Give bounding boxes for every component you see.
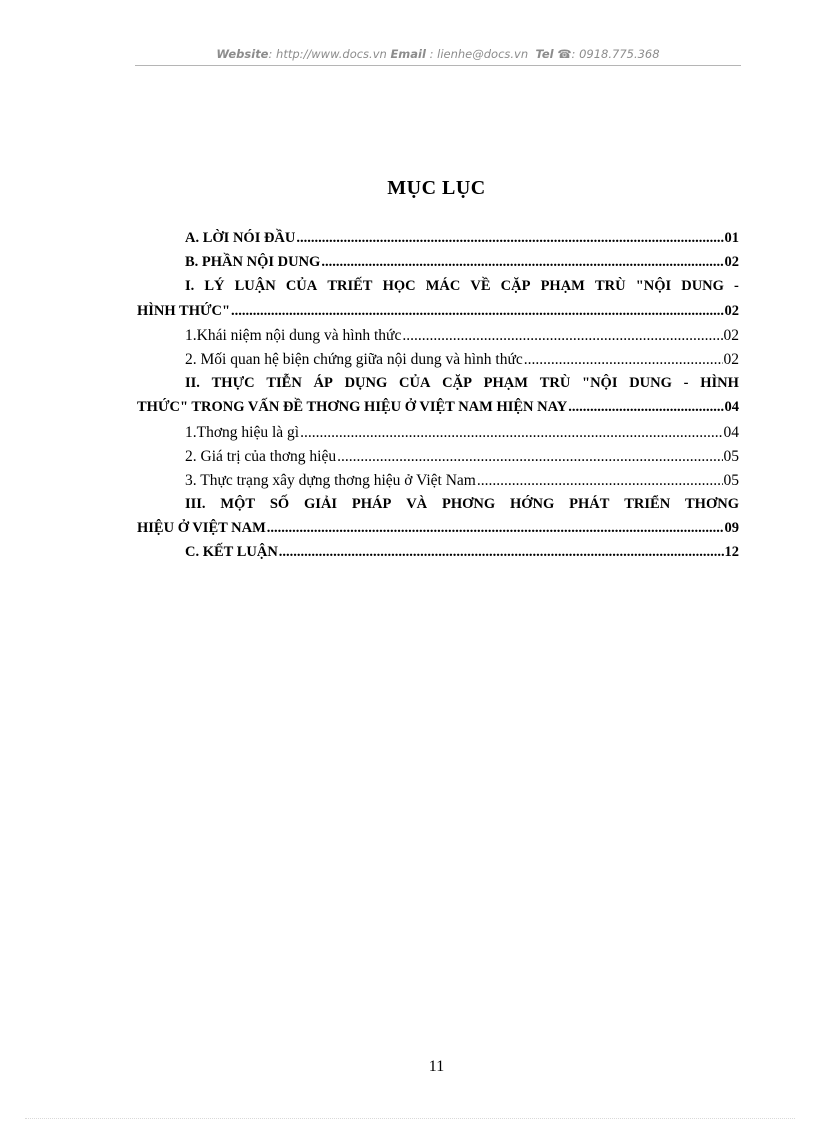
toc-word: TRIẾT [327,278,373,295]
toc-word: SỐ [269,496,290,513]
website-value: : http://www.docs.vn [268,47,387,61]
toc-word: PHÁP [351,496,392,513]
toc-word: ÁP [313,375,333,392]
toc-word: DUNG [629,375,672,392]
toc-word: - [734,278,739,295]
toc-word: "NỘI [582,375,618,392]
email-value: : lienhe@docs.vn [425,47,529,61]
toc-word: "NỘI [635,278,672,295]
tel-value: : 0918.775.368 [571,47,660,61]
toc-entry-ii-line2: THỨC" TRONG VẤN ĐỀ THƠNG HIỆU Ở VIỆT NAM HIỆN NAY ..... 04 [137,399,739,423]
toc-word: LUẬN [234,278,276,295]
toc-word: DUNG [681,278,724,295]
toc-word: THỰC [211,375,255,392]
toc-word: CẶP [500,278,531,295]
phone-icon: ☎ [557,47,572,61]
toc-word: HỚNG [509,496,555,513]
toc-word: HÌNH [700,375,739,392]
toc-entry-iii-line2: HIỆU Ở VIỆT NAM ..... 09 [137,520,739,544]
toc-word: TIỄN [266,375,302,392]
toc-word: TRÙ [594,278,626,295]
email-label: Email [390,47,426,61]
toc-word: LÝ [204,278,225,295]
toc-word: MỘT [220,496,256,513]
tel-label: Tel [535,47,554,61]
footer-divider [25,1118,795,1119]
toc-entry-iii-line1 [137,496,739,520]
website-label: Website [216,47,269,61]
toc-word: PHẠM [540,278,585,295]
toc-word: GIẢI [304,496,338,513]
toc-word: DỤNG [344,375,388,392]
page-header [135,47,741,63]
toc-word: I. [185,278,195,295]
page-number: 11 [428,1058,445,1075]
toc-entry-ii-3: 3. Thực trạng xây dựng thơng hiệu ở Việt Nam ..... 05 [137,472,739,496]
toc-word: MÁC [425,278,461,295]
toc-entry-i-2: 2. Mối quan hệ biện chứng giữa nội dung và hình thức ..... 02 [137,351,739,375]
toc-word: II. [185,375,200,392]
toc-word: - [683,375,689,392]
toc-entry-a: A. LỜI NÓI ĐẦU ..... 01 [137,230,739,254]
toc-word: VỀ [470,278,491,295]
page-title: MỤC LỤC [387,177,486,199]
header-divider [135,65,741,66]
toc-word: III. [185,496,206,513]
toc-entry-i-line2: HÌNH THỨC" ..... 02 [137,303,739,327]
toc-word: PHƠNG [441,496,496,513]
toc-word: CỦA [399,375,431,392]
toc-word: THƠNG [685,496,739,513]
toc-word: HỌC [382,278,416,295]
table-of-contents [137,230,739,569]
toc-entry-i-line1 [137,278,739,302]
toc-entry-b: B. PHẦN NỘI DUNG ..... 02 [137,254,739,278]
toc-word: TRIỂN [624,496,671,513]
toc-word: TRÙ [539,375,571,392]
toc-word: CỦA [285,278,318,295]
toc-word: CẶP [442,375,472,392]
toc-word: PHÁT [569,496,610,513]
toc-word: PHẠM [483,375,528,392]
toc-entry-ii-line1 [137,375,739,399]
toc-entry-ii-2: 2. Giá trị của thơng hiệu ..... 05 [137,448,739,472]
toc-entry-ii-1: 1.Thơng hiệu là gì ..... 04 [137,424,739,448]
toc-entry-c: C. KẾT LUẬN ..... 12 [137,544,739,568]
toc-word: VÀ [406,496,428,513]
toc-entry-i-1: 1.Khái niệm nội dung và hình thức ..... 02 [137,327,739,351]
